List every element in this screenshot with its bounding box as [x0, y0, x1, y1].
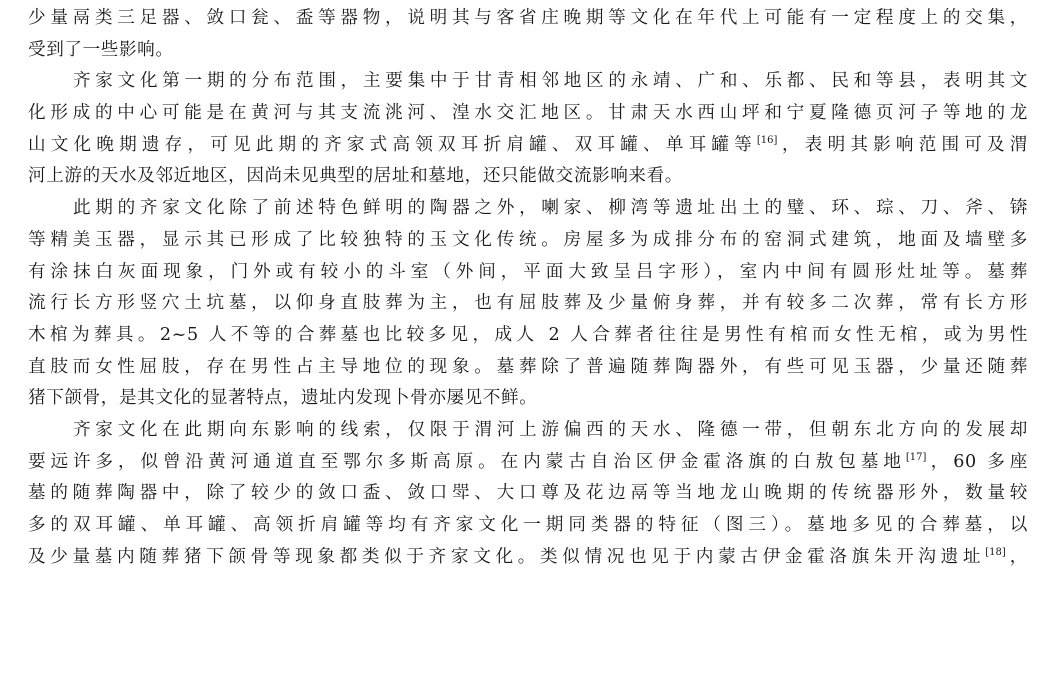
text-line [28, 352, 1028, 384]
text-line [28, 130, 1028, 162]
text-line [28, 225, 1028, 257]
text-line [28, 66, 1028, 98]
line-text: 此期的齐家文化除了前述特色鲜明的陶器之外，喇家、柳湾等遗址出土的璧、环、琮、刀、斧、锛 [73, 198, 1028, 219]
citation-reference: [16] [756, 134, 778, 146]
text-line [28, 161, 1028, 193]
text-line [28, 193, 1028, 225]
line-text: 山文化晚期遗存，可见此期的齐家式高领双耳折肩罐、双耳罐、单耳罐等 [28, 134, 757, 155]
line-text: 等精美玉器，显示其已形成了比较独特的玉文化传统。房屋多为成排分布的窑洞式建筑，地面及墙壁多 [28, 229, 1028, 250]
line-text: 河上游的天水及邻近地区，因尚未见典型的居址和墓地，还只能做交流影响来看。 [28, 166, 683, 187]
line-text: 受到了一些影响。 [28, 39, 174, 60]
line-text: 及少量墓内随葬猪下颌骨等现象都类似于齐家文化。类似情况也见于内蒙古伊金霍洛旗朱开沟遗址 [28, 546, 986, 567]
line-text: 有涂抹白灰面现象，门外或有较小的斗室（外间，平面大致呈吕字形），室内中间有圆形灶址等。墓葬 [28, 261, 1028, 282]
text-line [28, 3, 1028, 35]
text-line [28, 288, 1028, 320]
text-line [28, 415, 1028, 447]
citation-reference: [18] [985, 546, 1006, 558]
line-text: 多的双耳罐、单耳罐、高领折肩罐等均有齐家文化一期同类器的特征（图三）。墓地多见的合葬墓，以 [28, 515, 1028, 535]
line-text: 木棺为葬具。2~5 人不等的合葬墓也比较多见，成人 2 人合葬者往往是男性有棺而女性无棺，或为男性 [28, 324, 1028, 345]
line-text: 化形成的中心可能是在黄河与其支流洮河、湟水交汇地区。甘肃天水西山坪和宁夏隆德页河子等地的龙 [28, 103, 1028, 124]
text-line [28, 257, 1028, 289]
body-text [28, 3, 1028, 573]
text-line [28, 320, 1028, 352]
text-line [28, 478, 1028, 510]
text-line [28, 510, 1028, 542]
line-text-tail: ，60 多座 [926, 451, 1028, 472]
citation-reference: [17] [905, 451, 927, 463]
line-text: 墓的随葬陶器中，除了较少的敛口盉、敛口斝、大口尊及花边鬲等当地龙山晚期的传统器形外，数量较 [28, 483, 1028, 504]
line-text: 直肢而女性屈肢，存在男性占主导地位的现象。墓葬除了普遍随葬陶器外，有些可见玉器，少量还随葬 [28, 356, 1028, 377]
line-text-tail: ， [1005, 546, 1028, 567]
text-line [28, 35, 1028, 67]
line-text-tail: ，表明其影响范围可及渭 [777, 134, 1028, 155]
line-text: 流行长方形竖穴土坑墓，以仰身直肢葬为主，也有屈肢葬及少量俯身葬，并有较多二次葬，常有长方形 [28, 293, 1028, 314]
line-text: 要远许多，似曾沿黄河通道直至鄂尔多斯高原。在内蒙古自治区伊金霍洛旗的白敖包墓地 [28, 451, 906, 472]
text-line [28, 542, 1028, 574]
line-text: 猪下颌骨，是其文化的显著特点，遗址内发现卜骨亦屡见不鲜。 [28, 388, 538, 409]
line-text: 少量鬲类三足器、敛口瓮、盉等器物，说明其与客省庄晚期等文化在年代上可能有一定程度上的交集， [28, 8, 1028, 28]
line-text: 齐家文化在此期向东影响的线索，仅限于渭河上游偏西的天水、隆德一带，但朝东北方向的发展却 [73, 419, 1028, 440]
text-line [28, 447, 1028, 479]
text-line [28, 98, 1028, 130]
line-text: 齐家文化第一期的分布范围，主要集中于甘青相邻地区的永靖、广和、乐都、民和等县，表明其文 [73, 71, 1028, 92]
text-line [28, 383, 1028, 415]
